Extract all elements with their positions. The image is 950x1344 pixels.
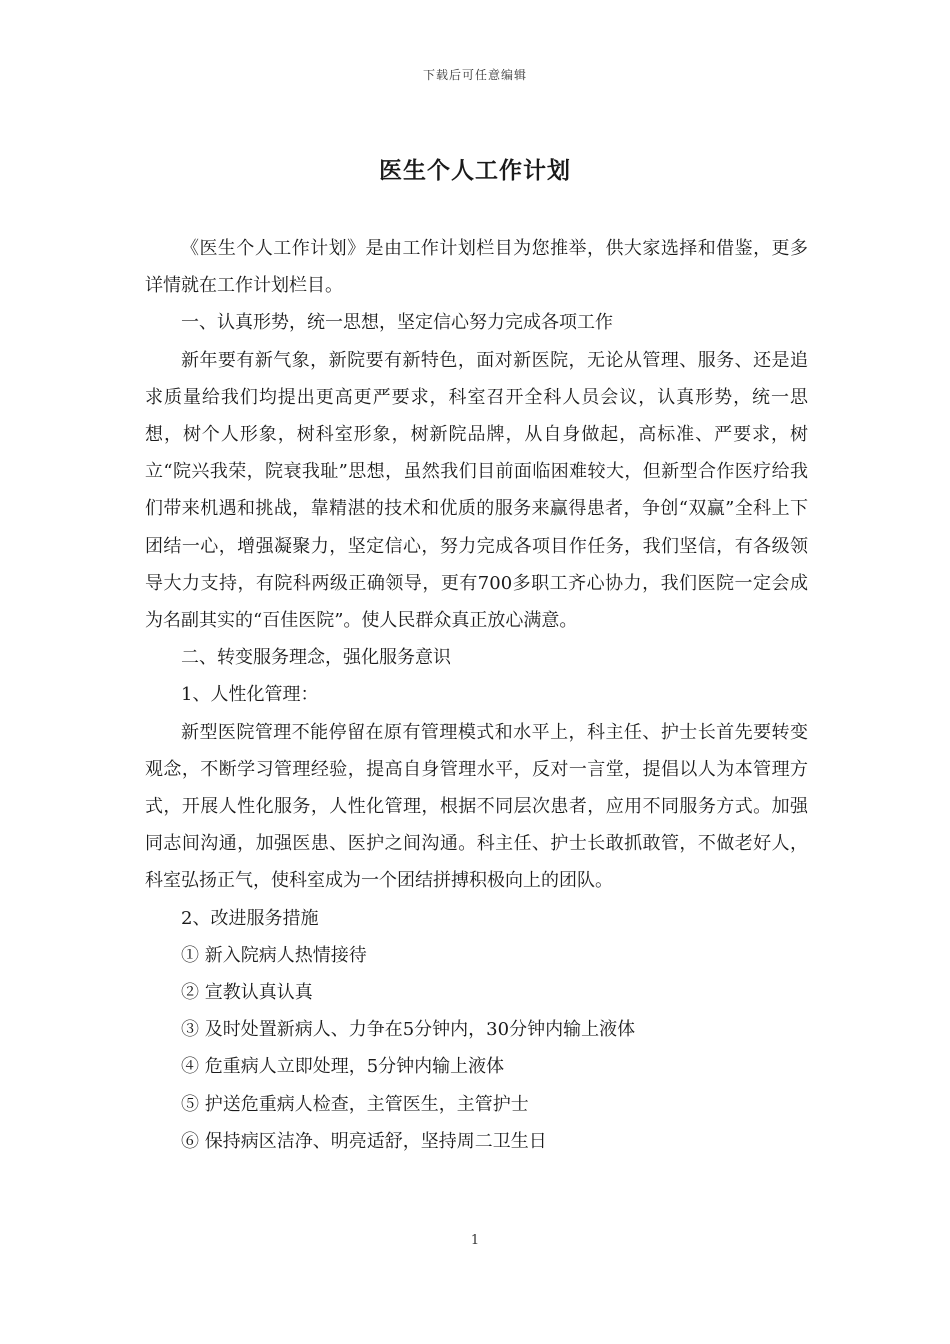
subsection-heading-2: 2、改进服务措施: [181, 907, 319, 929]
list-item: ② 宣教认真认真: [181, 982, 313, 1004]
body-paragraph: 新型医院管理不能停留在原有管理模式和水平上，科主任、护士长首先要转变观念，不断学习管理经验，提高自身管理水平，反对一言堂，提倡以人为本管理方式，开展人性化服务，人性化管理，根据不同层次患者，应用不同服务方式。加强同志间沟通，加强医患、医护之间沟通。科主任、护士长敢抓敢管，不做老好人，科室弘扬正气，使科室成为一个团结拼搏积极向上的团队。: [145, 721, 808, 892]
list-item: ③ 及时处置新病人、力争在5分钟内，30分钟内输上液体: [181, 1019, 636, 1041]
page-number: 1: [470, 1233, 480, 1248]
page-header-note: 下载后可任意编辑: [422, 68, 527, 82]
list-item: ⑤ 护送危重病人检查，主管医生，主管护士: [181, 1093, 529, 1115]
list-item: ⑥ 保持病区洁净、明亮适舒，坚持周二卫生日: [181, 1130, 547, 1152]
list-item: ① 新入院病人热情接待: [181, 944, 367, 966]
body-paragraph: 新年要有新气象，新院要有新特色，面对新医院，无论从管理、服务、还是追求质量给我们均提出更高更严要求，科室召开全科人员会议，认真形势，统一思想，树个人形象，树科室形象，树新院品牌，从自身做起，高标准、严要求，树立“院兴我荣，院衰我耻”思想，虽然我们目前面临困难较大，但新型合作医疗给我们带来机遇和挑战，靠精湛的技术和优质的服务来赢得患者，争创“双赢”全科上下团结一心，增强凝聚力，坚定信心，努力完成各项目作任务，我们坚信，有各级领导大力支持，有院科两级正确领导，更有700多职工齐心协力，我们医院一定会成为名副其实的“百佳医院”。使人民群众真正放心满意。: [145, 349, 808, 632]
section-heading-2: 二、转变服务理念，强化服务意识: [181, 647, 451, 669]
subsection-heading-1: 1、人性化管理：: [181, 684, 319, 706]
document-title: 医生个人工作计划: [379, 158, 571, 184]
intro-paragraph: 《医生个人工作计划》是由工作计划栏目为您推举，供大家选择和借鉴，更多详情就在工作计划栏目。: [145, 238, 808, 297]
section-heading-1: 一、认真形势，统一思想，坚定信心努力完成各项工作: [181, 312, 613, 334]
document-body: [145, 230, 808, 1160]
list-item: ④ 危重病人立即处理，5分钟内输上液体: [181, 1056, 505, 1078]
